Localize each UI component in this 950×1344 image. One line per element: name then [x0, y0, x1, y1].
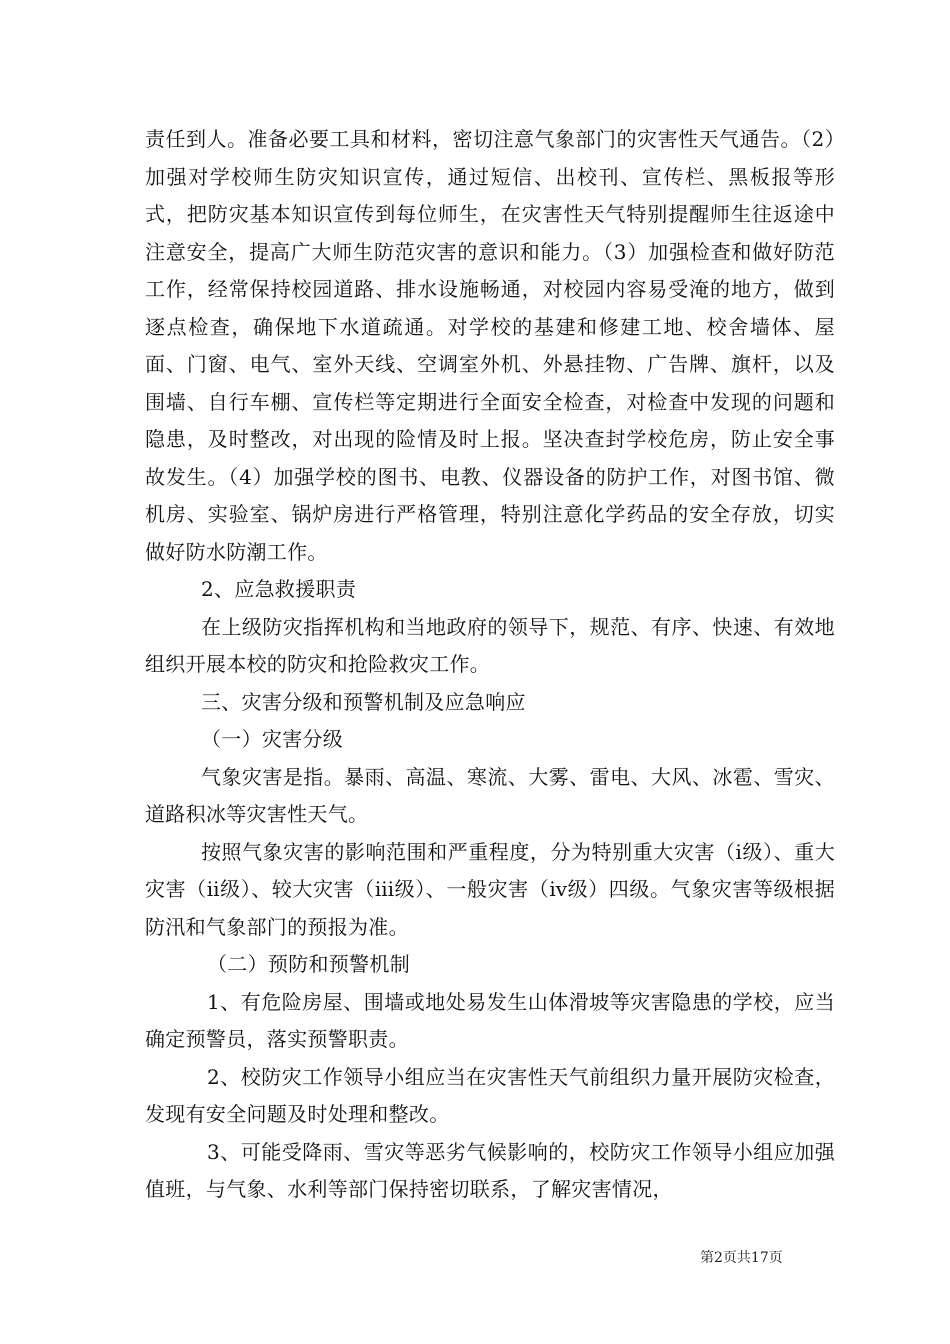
footer-page-number: 2: [714, 1250, 723, 1266]
paragraph-warning-3: 3、可能受降雨、雪灾等恶劣气候影响的，校防灾工作领导小组应加强值班，与气象、水利等部门保持密切联系，了解灾害情况，: [145, 1139, 835, 1201]
paragraph-continued: 责任到人。准备必要工具和材料，密切注意气象部门的灾害性天气通告。（2）加强对学校师生防灾知识宣传，通过短信、出校刊、宣传栏、黑板报等形式，把防灾基本知识宣传到每位师生，在灾害性天气特别提醒师生往返途中注意安全，提高广大师生防范灾害的意识和能力。（3）加强检查和做好防范工作，经常保持校园道路、排水设施畅通，对校园内容易受淹的地方，做到逐点检查，确保地下水道疏通。对学校的基建和修建工地、校舍墙体、屋面、门窗、电气、室外天线、空调室外机、外悬挂物、广告牌、旗杆，以及围墙、自行车棚、宣传栏等定期进行全面安全检查，对检查中发现的问题和隐患，及时整改，对出现的险情及时上报。坚决查封学校危房，防止安全事故发生。（4）加强学校的图书、电教、仪器设备的防护工作，对图书馆、微机房、实验室、锅炉房进行严格管理，特别注意化学药品的安全存放，切实做好防水防潮工作。: [145, 127, 835, 564]
paragraph-rescue-duty: 在上级防灾指挥机构和当地政府的领导下，规范、有序、快速、有效地组织开展本校的防灾和抢险救灾工作。: [145, 614, 835, 676]
document-body: [145, 121, 835, 1209]
section-heading-grading: 三、灾害分级和预警机制及应急响应: [201, 689, 526, 714]
footer-middle: 页共: [722, 1250, 751, 1266]
paragraph-warning-1: 1、有危险房屋、围墙或地处易发生山体滑坡等灾害隐患的学校，应当确定预警员，落实预警职责。: [145, 989, 835, 1051]
paragraph-warning-2: 2、校防灾工作领导小组应当在灾害性天气前组织力量开展防灾检查，发现有安全问题及时处理和整改。: [145, 1064, 835, 1126]
page-footer: [700, 1247, 783, 1267]
footer-suffix: 页: [768, 1250, 783, 1266]
subsection-heading-warning: （二）预防和预警机制: [207, 952, 410, 976]
paragraph-heading-rescue-duty: 2、应急救援职责: [201, 577, 357, 601]
subsection-heading-grading: （一）灾害分级: [201, 727, 344, 751]
paragraph-disaster-levels: 按照气象灾害的影响范围和严重程度，分为特别重大灾害（ⅰ级）、重大灾害（ⅱ级）、较大灾害（ⅲ级）、一般灾害（ⅳ级）四级。气象灾害等级根据防汛和气象部门的预报为准。: [145, 839, 835, 939]
footer-total-pages: 17: [750, 1250, 769, 1266]
paragraph-disaster-definition: 气象灾害是指。暴雨、高温、寒流、大雾、雷电、大风、冰雹、雪灾、道路积冰等灾害性天气。: [145, 764, 835, 826]
footer-prefix: 第: [700, 1250, 714, 1266]
